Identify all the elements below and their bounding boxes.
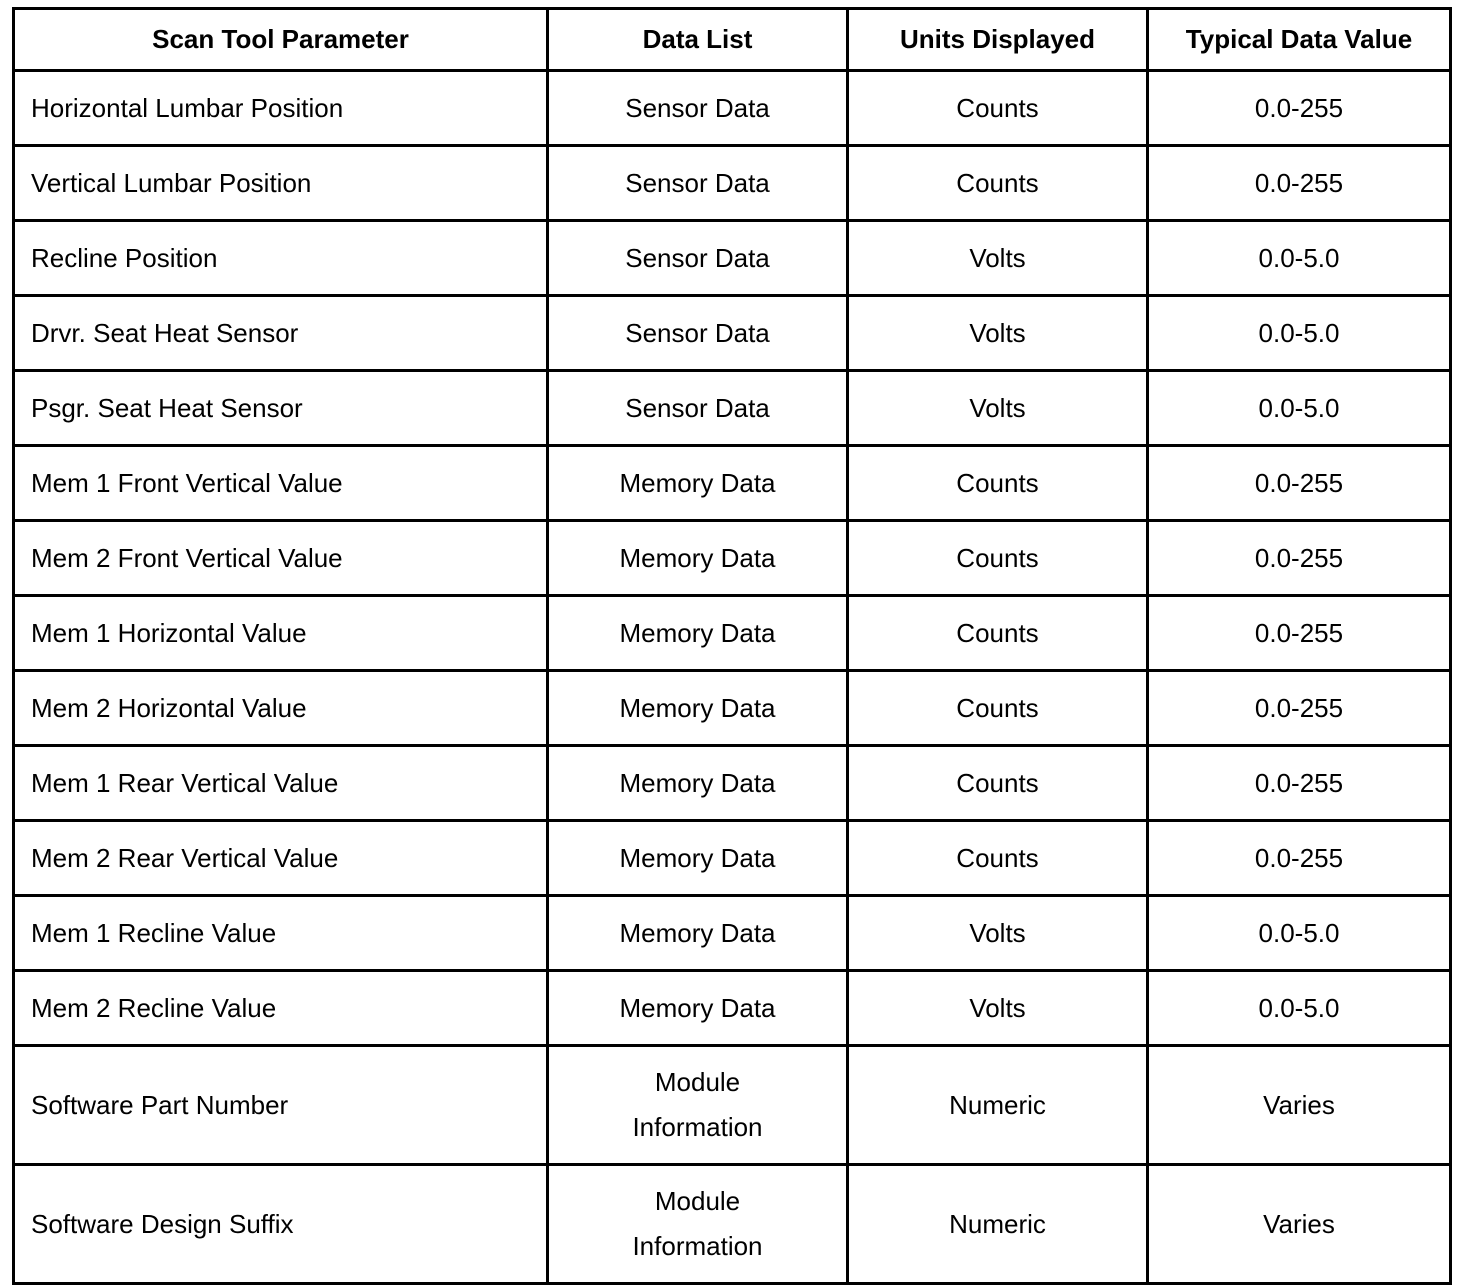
table-row — [14, 746, 1451, 821]
cell-units-displayed: Volts — [848, 296, 1148, 371]
data-list-line: Sensor Data — [625, 167, 770, 198]
data-list-line: Information — [632, 1231, 763, 1261]
cell-typical-data-value: 0.0-5.0 — [1148, 371, 1451, 446]
cell-scan-tool-parameter: Drvr. Seat Heat Sensor — [14, 296, 548, 371]
cell-data-list — [548, 146, 848, 221]
cell-units-displayed: Counts — [848, 746, 1148, 821]
cell-data-list — [548, 896, 848, 971]
cell-units-displayed: Counts — [848, 821, 1148, 896]
cell-data-list — [548, 1165, 848, 1284]
data-list-line: Memory Data — [619, 842, 776, 873]
cell-data-list — [548, 821, 848, 896]
cell-typical-data-value: Varies — [1148, 1046, 1451, 1165]
header-typical-data-value: Typical Data Value — [1148, 9, 1451, 71]
table-row — [14, 296, 1451, 371]
data-list-line: Memory Data — [619, 692, 776, 723]
table-row — [14, 671, 1451, 746]
cell-data-list — [548, 971, 848, 1046]
cell-typical-data-value: 0.0-255 — [1148, 671, 1451, 746]
cell-scan-tool-parameter: Mem 2 Front Vertical Value — [14, 521, 548, 596]
table-row — [14, 71, 1451, 146]
cell-scan-tool-parameter: Recline Position — [14, 221, 548, 296]
table-row — [14, 446, 1451, 521]
cell-scan-tool-parameter: Software Part Number — [14, 1046, 548, 1165]
table-row — [14, 521, 1451, 596]
cell-units-displayed: Counts — [848, 446, 1148, 521]
table-row — [14, 1046, 1451, 1165]
cell-typical-data-value: 0.0-255 — [1148, 71, 1451, 146]
data-list-line: Sensor Data — [625, 317, 770, 348]
cell-typical-data-value: 0.0-255 — [1148, 746, 1451, 821]
cell-data-list — [548, 521, 848, 596]
cell-units-displayed: Volts — [848, 896, 1148, 971]
cell-scan-tool-parameter: Mem 1 Recline Value — [14, 896, 548, 971]
table-row — [14, 596, 1451, 671]
cell-data-list — [548, 596, 848, 671]
cell-units-displayed: Counts — [848, 671, 1148, 746]
cell-typical-data-value: 0.0-5.0 — [1148, 221, 1451, 296]
cell-typical-data-value: 0.0-255 — [1148, 521, 1451, 596]
cell-scan-tool-parameter: Mem 1 Horizontal Value — [14, 596, 548, 671]
cell-typical-data-value: 0.0-255 — [1148, 146, 1451, 221]
data-list-line: Sensor Data — [625, 392, 770, 423]
cell-scan-tool-parameter: Mem 2 Horizontal Value — [14, 671, 548, 746]
table-row — [14, 146, 1451, 221]
data-list-line: Memory Data — [619, 917, 776, 948]
data-list-line: Module — [654, 1067, 741, 1097]
header-data-list: Data List — [548, 9, 848, 71]
data-list-line: Memory Data — [619, 542, 776, 573]
data-list-line: Sensor Data — [625, 242, 770, 273]
cell-units-displayed: Counts — [848, 521, 1148, 596]
data-list-line: Memory Data — [619, 467, 776, 498]
cell-scan-tool-parameter: Mem 1 Rear Vertical Value — [14, 746, 548, 821]
data-list-line: Information — [632, 1112, 763, 1142]
scan-tool-parameter-table — [12, 7, 1452, 1285]
cell-typical-data-value: 0.0-5.0 — [1148, 296, 1451, 371]
cell-data-list — [548, 71, 848, 146]
table-row — [14, 971, 1451, 1046]
cell-units-displayed: Volts — [848, 971, 1148, 1046]
cell-scan-tool-parameter: Psgr. Seat Heat Sensor — [14, 371, 548, 446]
cell-data-list — [548, 296, 848, 371]
cell-data-list — [548, 371, 848, 446]
cell-typical-data-value: 0.0-255 — [1148, 596, 1451, 671]
table-row — [14, 821, 1451, 896]
cell-units-displayed: Volts — [848, 221, 1148, 296]
cell-typical-data-value: 0.0-5.0 — [1148, 896, 1451, 971]
cell-typical-data-value: 0.0-255 — [1148, 446, 1451, 521]
table-row — [14, 221, 1451, 296]
cell-units-displayed: Counts — [848, 596, 1148, 671]
cell-data-list — [548, 221, 848, 296]
table-row — [14, 371, 1451, 446]
data-list-line: Memory Data — [619, 767, 776, 798]
cell-units-displayed: Counts — [848, 71, 1148, 146]
cell-units-displayed: Volts — [848, 371, 1148, 446]
cell-scan-tool-parameter: Vertical Lumbar Position — [14, 146, 548, 221]
table-row — [14, 1165, 1451, 1284]
cell-scan-tool-parameter: Mem 1 Front Vertical Value — [14, 446, 548, 521]
cell-typical-data-value: 0.0-5.0 — [1148, 971, 1451, 1046]
cell-units-displayed: Counts — [848, 146, 1148, 221]
table-body — [14, 71, 1451, 1284]
cell-scan-tool-parameter: Horizontal Lumbar Position — [14, 71, 548, 146]
data-list-line: Sensor Data — [625, 92, 770, 123]
cell-data-list — [548, 746, 848, 821]
cell-scan-tool-parameter: Software Design Suffix — [14, 1165, 548, 1284]
cell-data-list — [548, 446, 848, 521]
data-list-line: Memory Data — [619, 617, 776, 648]
cell-typical-data-value: 0.0-255 — [1148, 821, 1451, 896]
table-row — [14, 896, 1451, 971]
header-row — [14, 9, 1451, 71]
cell-scan-tool-parameter: Mem 2 Rear Vertical Value — [14, 821, 548, 896]
cell-data-list — [548, 1046, 848, 1165]
cell-scan-tool-parameter: Mem 2 Recline Value — [14, 971, 548, 1046]
data-list-line: Memory Data — [619, 992, 776, 1023]
header-units-displayed: Units Displayed — [848, 9, 1148, 71]
cell-data-list — [548, 671, 848, 746]
cell-typical-data-value: Varies — [1148, 1165, 1451, 1284]
cell-units-displayed: Numeric — [848, 1046, 1148, 1165]
data-list-line: Module — [654, 1186, 741, 1216]
cell-units-displayed: Numeric — [848, 1165, 1148, 1284]
header-scan-tool-parameter: Scan Tool Parameter — [14, 9, 548, 71]
